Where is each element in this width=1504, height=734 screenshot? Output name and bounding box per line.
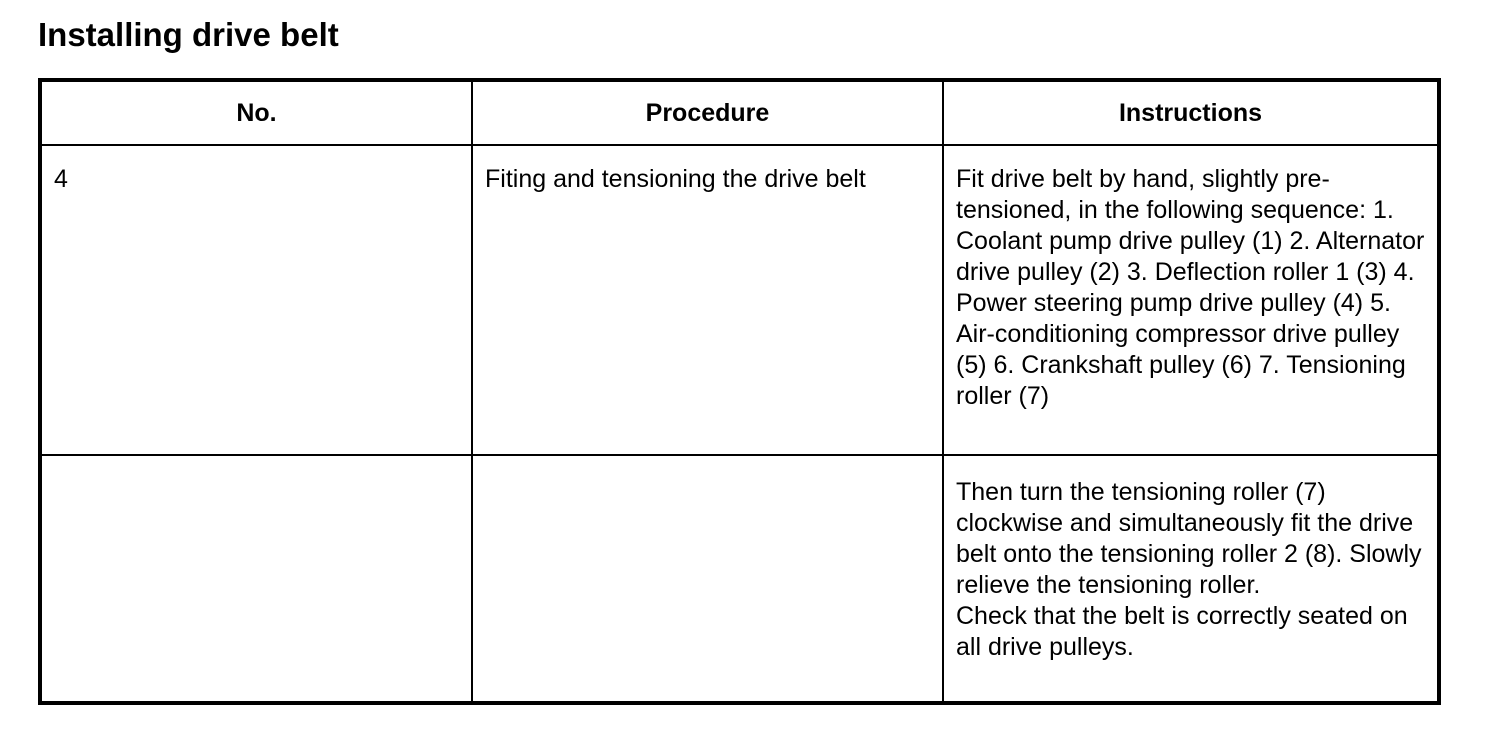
procedure-text	[473, 456, 942, 474]
instruction-paragraph: Then turn the tensioning roller (7) clockwise and simultaneously fit the drive belt onto the tensioning roller 2 (8). Slowly relieve the tensioning roller.	[956, 478, 1422, 599]
step-number	[42, 456, 471, 474]
instructions-text	[944, 146, 1437, 412]
instruction-paragraph: Check that the belt is correctly seated on all drive pulleys.	[956, 602, 1408, 661]
table-row	[40, 145, 1439, 455]
table-row	[40, 455, 1439, 703]
procedure-table	[38, 78, 1441, 705]
cell-procedure	[472, 455, 943, 703]
cell-instructions	[943, 455, 1439, 703]
header-no: No.	[40, 80, 472, 145]
header-instructions: Instructions	[943, 80, 1439, 145]
cell-procedure	[472, 145, 943, 455]
header-procedure: Procedure	[472, 80, 943, 145]
cell-no	[40, 455, 472, 703]
cell-no	[40, 145, 472, 455]
instruction-paragraph: Fit drive belt by hand, slightly pre-tensioned, in the following sequence: 1. Coolant pump drive pulley (1) 2. Alternator drive pulley (2) 3. Deflection roller 1 (3) 4. Power steering pump drive pulley (4) 5. Air-conditioning compressor drive pulley (5) 6. Crankshaft pulley (6) 7. Tensioning roller (7)	[956, 165, 1425, 410]
step-number: 4	[54, 165, 68, 193]
page-title: Installing drive belt	[38, 16, 339, 53]
procedure-text: Fiting and tensioning the drive belt	[485, 165, 866, 193]
cell-instructions	[943, 145, 1439, 455]
table-header-row	[40, 80, 1439, 145]
instructions-text	[944, 456, 1437, 663]
